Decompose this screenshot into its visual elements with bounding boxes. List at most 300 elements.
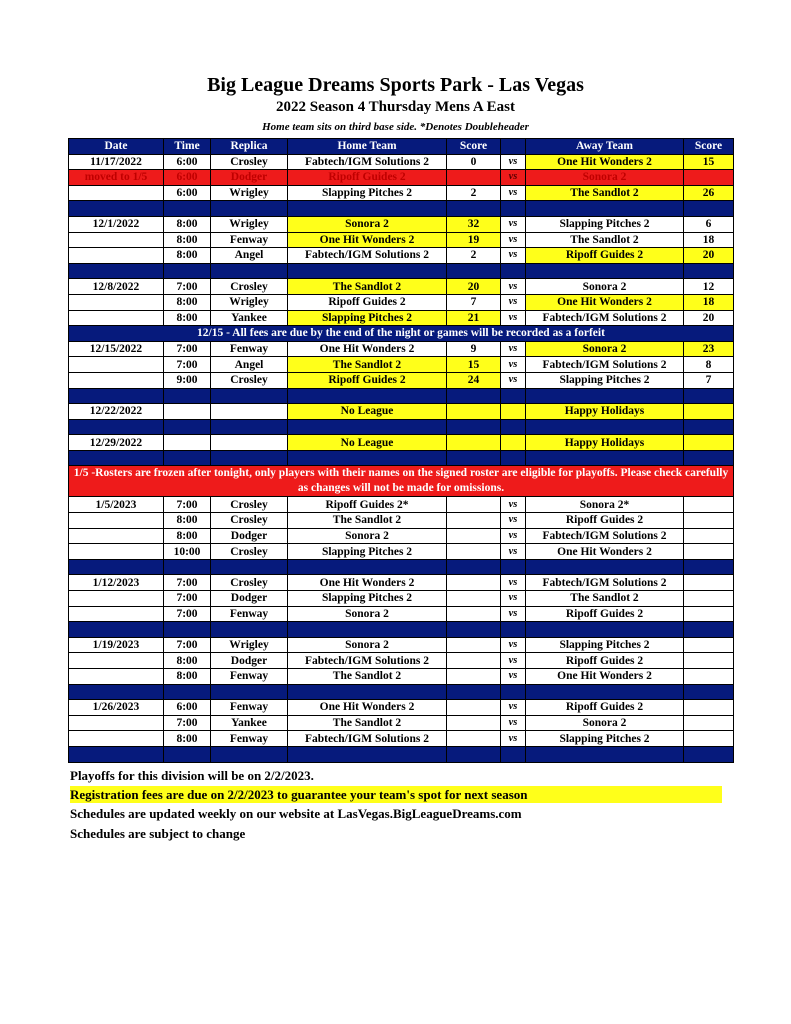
game-row (69, 357, 734, 373)
vs-cell: vs (501, 170, 526, 186)
time-cell: 8:00 (164, 232, 211, 248)
home-team-cell: One Hit Wonders 2 (288, 232, 447, 248)
vs-cell: vs (501, 731, 526, 747)
separator-cell (526, 201, 684, 217)
time-cell: 8:00 (164, 216, 211, 232)
col-vs (501, 139, 526, 155)
separator-cell (447, 419, 501, 435)
col-time: Time (164, 139, 211, 155)
holiday-row (69, 404, 734, 420)
game-row (69, 591, 734, 607)
date-cell (69, 653, 164, 669)
home-score-cell (447, 653, 501, 669)
separator-row (69, 201, 734, 217)
separator-cell (288, 263, 447, 279)
time-cell: 7:00 (164, 715, 211, 731)
website-note: Schedules are updated weekly on our website at LasVegas.BigLeagueDreams.com (70, 806, 522, 821)
home-team-cell: Sonora 2 (288, 528, 447, 544)
home-score-cell: 21 (447, 310, 501, 326)
away-score-cell (684, 497, 734, 513)
time-cell: 9:00 (164, 372, 211, 388)
away-team-cell: Ripoff Guides 2 (526, 700, 684, 716)
separator-cell (501, 622, 526, 638)
field-cell: Fenway (211, 341, 288, 357)
home-score-cell (447, 575, 501, 591)
separator-cell (69, 622, 164, 638)
away-team-cell: Slapping Pitches 2 (526, 216, 684, 232)
home-score-cell: 24 (447, 372, 501, 388)
away-team-cell: Fabtech/IGM Solutions 2 (526, 357, 684, 373)
time-cell: 8:00 (164, 310, 211, 326)
separator-cell (526, 622, 684, 638)
roster-notice-row (69, 466, 734, 497)
home-team-cell: Slapping Pitches 2 (288, 544, 447, 560)
date-cell: 12/22/2022 (69, 404, 164, 420)
time-cell: 8:00 (164, 528, 211, 544)
home-team-cell: No League (288, 435, 447, 451)
away-score-cell (684, 513, 734, 529)
col-replica: Replica (211, 139, 288, 155)
home-team-cell: Sonora 2 (288, 606, 447, 622)
time-cell: 6:00 (164, 154, 211, 170)
vs-cell: vs (501, 294, 526, 310)
separator-cell (69, 419, 164, 435)
home-score-cell (447, 170, 501, 186)
separator-cell (447, 263, 501, 279)
date-cell (69, 513, 164, 529)
game-row (69, 528, 734, 544)
game-row (69, 185, 734, 201)
field-cell: Fenway (211, 606, 288, 622)
away-team-cell: Sonora 2 (526, 341, 684, 357)
away-team-cell: Sonora 2 (526, 170, 684, 186)
away-team-cell: Fabtech/IGM Solutions 2 (526, 528, 684, 544)
separator-cell (69, 201, 164, 217)
home-score-cell: 2 (447, 185, 501, 201)
away-score-cell (684, 669, 734, 685)
away-score-cell: 18 (684, 232, 734, 248)
separator-cell (69, 388, 164, 404)
separator-cell (211, 201, 288, 217)
field-cell: Crosley (211, 154, 288, 170)
field-cell: Dodger (211, 591, 288, 607)
separator-cell (211, 684, 288, 700)
separator-cell (288, 622, 447, 638)
game-row (69, 637, 734, 653)
separator-cell (526, 746, 684, 762)
field-cell: Fenway (211, 232, 288, 248)
time-cell: 8:00 (164, 669, 211, 685)
away-score-cell (684, 606, 734, 622)
separator-cell (526, 450, 684, 466)
home-team-cell: The Sandlot 2 (288, 357, 447, 373)
separator-cell (211, 419, 288, 435)
separator-cell (211, 622, 288, 638)
field-cell: Yankee (211, 715, 288, 731)
date-cell (69, 731, 164, 747)
away-score-cell (684, 731, 734, 747)
separator-row (69, 559, 734, 575)
home-team-cell: The Sandlot 2 (288, 279, 447, 295)
field-cell: Crosley (211, 575, 288, 591)
separator-cell (526, 263, 684, 279)
vs-cell: vs (501, 154, 526, 170)
time-cell: 7:00 (164, 606, 211, 622)
time-cell: 8:00 (164, 248, 211, 264)
game-row (69, 715, 734, 731)
holiday-row (69, 435, 734, 451)
home-team-cell: No League (288, 404, 447, 420)
separator-cell (501, 419, 526, 435)
vs-cell: vs (501, 528, 526, 544)
home-score-cell: 20 (447, 279, 501, 295)
away-team-cell: One Hit Wonders 2 (526, 544, 684, 560)
game-row (69, 310, 734, 326)
separator-cell (684, 559, 734, 575)
away-team-cell: Slapping Pitches 2 (526, 372, 684, 388)
vs-cell: vs (501, 669, 526, 685)
separator-row (69, 746, 734, 762)
separator-row (69, 419, 734, 435)
home-team-cell: Ripoff Guides 2* (288, 497, 447, 513)
separator-cell (447, 622, 501, 638)
col-home-score: Score (447, 139, 501, 155)
schedule-table (68, 138, 734, 763)
away-score-cell (684, 404, 734, 420)
away-team-cell: Fabtech/IGM Solutions 2 (526, 575, 684, 591)
game-row (69, 216, 734, 232)
vs-cell: vs (501, 575, 526, 591)
field-cell: Crosley (211, 513, 288, 529)
time-cell: 8:00 (164, 294, 211, 310)
away-team-cell: The Sandlot 2 (526, 232, 684, 248)
separator-cell (447, 559, 501, 575)
date-cell: 1/5/2023 (69, 497, 164, 513)
vs-cell: vs (501, 279, 526, 295)
field-cell: Fenway (211, 700, 288, 716)
separator-cell (526, 419, 684, 435)
separator-cell (69, 559, 164, 575)
col-home-team: Home Team (288, 139, 447, 155)
date-cell: moved to 1/5 (69, 170, 164, 186)
away-team-cell: Ripoff Guides 2 (526, 606, 684, 622)
field-cell: Wrigley (211, 637, 288, 653)
separator-cell (684, 684, 734, 700)
away-score-cell (684, 653, 734, 669)
time-cell: 6:00 (164, 170, 211, 186)
away-team-cell: Ripoff Guides 2 (526, 653, 684, 669)
home-score-cell (447, 435, 501, 451)
time-cell: 8:00 (164, 653, 211, 669)
time-cell: 10:00 (164, 544, 211, 560)
away-score-cell (684, 544, 734, 560)
col-away-team: Away Team (526, 139, 684, 155)
away-team-cell: One Hit Wonders 2 (526, 154, 684, 170)
vs-cell: vs (501, 341, 526, 357)
game-row (69, 606, 734, 622)
separator-cell (447, 201, 501, 217)
field-cell: Crosley (211, 279, 288, 295)
time-cell: 6:00 (164, 185, 211, 201)
separator-cell (288, 559, 447, 575)
home-score-cell (447, 606, 501, 622)
game-row (69, 669, 734, 685)
away-team-cell: Fabtech/IGM Solutions 2 (526, 310, 684, 326)
field-cell: Dodger (211, 170, 288, 186)
separator-cell (684, 263, 734, 279)
home-team-cell: One Hit Wonders 2 (288, 700, 447, 716)
away-score-cell (684, 700, 734, 716)
home-team-cell: Sonora 2 (288, 216, 447, 232)
away-team-cell: The Sandlot 2 (526, 185, 684, 201)
separator-cell (526, 388, 684, 404)
away-team-cell: Ripoff Guides 2 (526, 513, 684, 529)
separator-cell (164, 559, 211, 575)
col-away-score: Score (684, 139, 734, 155)
home-score-cell: 9 (447, 341, 501, 357)
separator-cell (447, 388, 501, 404)
game-row (69, 497, 734, 513)
time-cell: 7:00 (164, 575, 211, 591)
away-team-cell: Slapping Pitches 2 (526, 731, 684, 747)
vs-cell: vs (501, 544, 526, 560)
time-cell: 7:00 (164, 497, 211, 513)
playoffs-note: Playoffs for this division will be on 2/2/2023. (70, 768, 314, 783)
game-row (69, 700, 734, 716)
away-score-cell (684, 591, 734, 607)
date-cell (69, 715, 164, 731)
field-cell: Wrigley (211, 294, 288, 310)
away-team-cell: Happy Holidays (526, 404, 684, 420)
date-cell (69, 232, 164, 248)
home-score-cell (447, 528, 501, 544)
season-subtitle: 2022 Season 4 Thursday Mens A East (276, 99, 515, 115)
away-score-cell (684, 715, 734, 731)
home-team-cell: Ripoff Guides 2 (288, 170, 447, 186)
separator-cell (69, 746, 164, 762)
separator-cell (447, 684, 501, 700)
separator-cell (164, 684, 211, 700)
separator-cell (501, 684, 526, 700)
away-team-cell: One Hit Wonders 2 (526, 669, 684, 685)
moved-game-row (69, 170, 734, 186)
home-score-cell (447, 591, 501, 607)
separator-cell (501, 746, 526, 762)
away-score-cell: 6 (684, 216, 734, 232)
date-cell (69, 185, 164, 201)
game-row (69, 341, 734, 357)
vs-cell: vs (501, 653, 526, 669)
change-note: Schedules are subject to change (70, 826, 246, 841)
game-row (69, 154, 734, 170)
away-score-cell: 18 (684, 294, 734, 310)
vs-cell: vs (501, 357, 526, 373)
vs-cell: vs (501, 216, 526, 232)
home-score-cell: 2 (447, 248, 501, 264)
separator-cell (288, 419, 447, 435)
date-cell (69, 310, 164, 326)
date-cell (69, 357, 164, 373)
away-score-cell: 12 (684, 279, 734, 295)
notice-text: 1/5 -Rosters are frozen after tonight, only players with their names on the signed roster are eligible for playoffs. Please check carefully as changes will not be made for omissions. (69, 466, 734, 497)
separator-cell (288, 746, 447, 762)
vs-cell: vs (501, 513, 526, 529)
vs-cell: vs (501, 591, 526, 607)
separator-cell (684, 201, 734, 217)
separator-cell (684, 622, 734, 638)
home-team-cell: Sonora 2 (288, 637, 447, 653)
home-score-cell: 32 (447, 216, 501, 232)
time-cell (164, 435, 211, 451)
date-cell: 1/12/2023 (69, 575, 164, 591)
home-score-cell (447, 513, 501, 529)
date-cell (69, 528, 164, 544)
away-score-cell (684, 170, 734, 186)
date-cell (69, 544, 164, 560)
schedule-body (69, 154, 734, 762)
separator-row (69, 684, 734, 700)
game-row (69, 575, 734, 591)
game-row (69, 513, 734, 529)
header-row (69, 139, 734, 155)
field-cell: Angel (211, 248, 288, 264)
vs-cell: vs (501, 310, 526, 326)
separator-cell (164, 201, 211, 217)
vs-cell: vs (501, 185, 526, 201)
date-cell (69, 606, 164, 622)
game-row (69, 372, 734, 388)
home-team-cell: The Sandlot 2 (288, 513, 447, 529)
home-team-note: Home team sits on third base side. *Denotes Doubleheader (262, 121, 529, 133)
home-team-cell: Ripoff Guides 2 (288, 294, 447, 310)
home-team-cell: Slapping Pitches 2 (288, 310, 447, 326)
separator-cell (211, 450, 288, 466)
separator-cell (164, 450, 211, 466)
field-cell: Dodger (211, 653, 288, 669)
field-cell: Yankee (211, 310, 288, 326)
game-row (69, 653, 734, 669)
separator-cell (684, 450, 734, 466)
fee-notice-row (69, 326, 734, 342)
vs-cell: vs (501, 248, 526, 264)
away-team-cell: Sonora 2 (526, 279, 684, 295)
separator-row (69, 450, 734, 466)
vs-cell: vs (501, 497, 526, 513)
separator-cell (501, 450, 526, 466)
field-cell: Wrigley (211, 185, 288, 201)
time-cell (164, 404, 211, 420)
field-cell: Angel (211, 357, 288, 373)
vs-cell: vs (501, 700, 526, 716)
time-cell: 7:00 (164, 341, 211, 357)
separator-cell (69, 263, 164, 279)
separator-cell (526, 684, 684, 700)
away-score-cell (684, 575, 734, 591)
vs-cell (501, 404, 526, 420)
away-score-cell: 7 (684, 372, 734, 388)
away-team-cell: Ripoff Guides 2 (526, 248, 684, 264)
time-cell: 7:00 (164, 357, 211, 373)
home-team-cell: Fabtech/IGM Solutions 2 (288, 154, 447, 170)
date-cell: 11/17/2022 (69, 154, 164, 170)
notice-text: 12/15 - All fees are due by the end of the night or games will be recorded as a forfeit (69, 326, 734, 342)
away-score-cell: 20 (684, 310, 734, 326)
date-cell (69, 372, 164, 388)
field-cell: Crosley (211, 544, 288, 560)
away-team-cell: One Hit Wonders 2 (526, 294, 684, 310)
separator-cell (164, 388, 211, 404)
date-cell (69, 591, 164, 607)
date-cell (69, 294, 164, 310)
home-team-cell: Fabtech/IGM Solutions 2 (288, 653, 447, 669)
date-cell: 1/19/2023 (69, 637, 164, 653)
away-score-cell (684, 528, 734, 544)
home-score-cell (447, 544, 501, 560)
game-row (69, 248, 734, 264)
home-score-cell (447, 700, 501, 716)
field-cell: Fenway (211, 669, 288, 685)
vs-cell: vs (501, 606, 526, 622)
field-cell: Crosley (211, 372, 288, 388)
vs-cell: vs (501, 715, 526, 731)
separator-cell (211, 263, 288, 279)
field-cell: Crosley (211, 497, 288, 513)
separator-cell (447, 450, 501, 466)
away-score-cell: 20 (684, 248, 734, 264)
away-score-cell: 26 (684, 185, 734, 201)
vs-cell (501, 435, 526, 451)
time-cell: 8:00 (164, 731, 211, 747)
away-score-cell: 8 (684, 357, 734, 373)
away-score-cell (684, 637, 734, 653)
home-score-cell: 0 (447, 154, 501, 170)
separator-cell (684, 388, 734, 404)
separator-cell (69, 450, 164, 466)
game-row (69, 232, 734, 248)
game-row (69, 544, 734, 560)
home-score-cell (447, 637, 501, 653)
separator-cell (164, 263, 211, 279)
game-row (69, 294, 734, 310)
date-cell (69, 669, 164, 685)
separator-row (69, 622, 734, 638)
separator-cell (164, 419, 211, 435)
time-cell: 7:00 (164, 591, 211, 607)
home-team-cell: Fabtech/IGM Solutions 2 (288, 731, 447, 747)
home-team-cell: Slapping Pitches 2 (288, 185, 447, 201)
home-team-cell: The Sandlot 2 (288, 669, 447, 685)
separator-cell (501, 559, 526, 575)
away-team-cell: Sonora 2 (526, 715, 684, 731)
vs-cell: vs (501, 637, 526, 653)
date-cell: 12/15/2022 (69, 341, 164, 357)
field-cell: Dodger (211, 528, 288, 544)
home-team-cell: Ripoff Guides 2 (288, 372, 447, 388)
separator-cell (501, 263, 526, 279)
separator-row (69, 263, 734, 279)
vs-cell: vs (501, 232, 526, 248)
field-cell: Fenway (211, 731, 288, 747)
away-team-cell: Happy Holidays (526, 435, 684, 451)
field-cell (211, 404, 288, 420)
date-cell (69, 248, 164, 264)
date-cell: 12/1/2022 (69, 216, 164, 232)
time-cell: 7:00 (164, 637, 211, 653)
time-cell: 6:00 (164, 700, 211, 716)
separator-row (69, 388, 734, 404)
away-team-cell: Sonora 2* (526, 497, 684, 513)
page-title: Big League Dreams Sports Park - Las Vegas (207, 74, 584, 96)
